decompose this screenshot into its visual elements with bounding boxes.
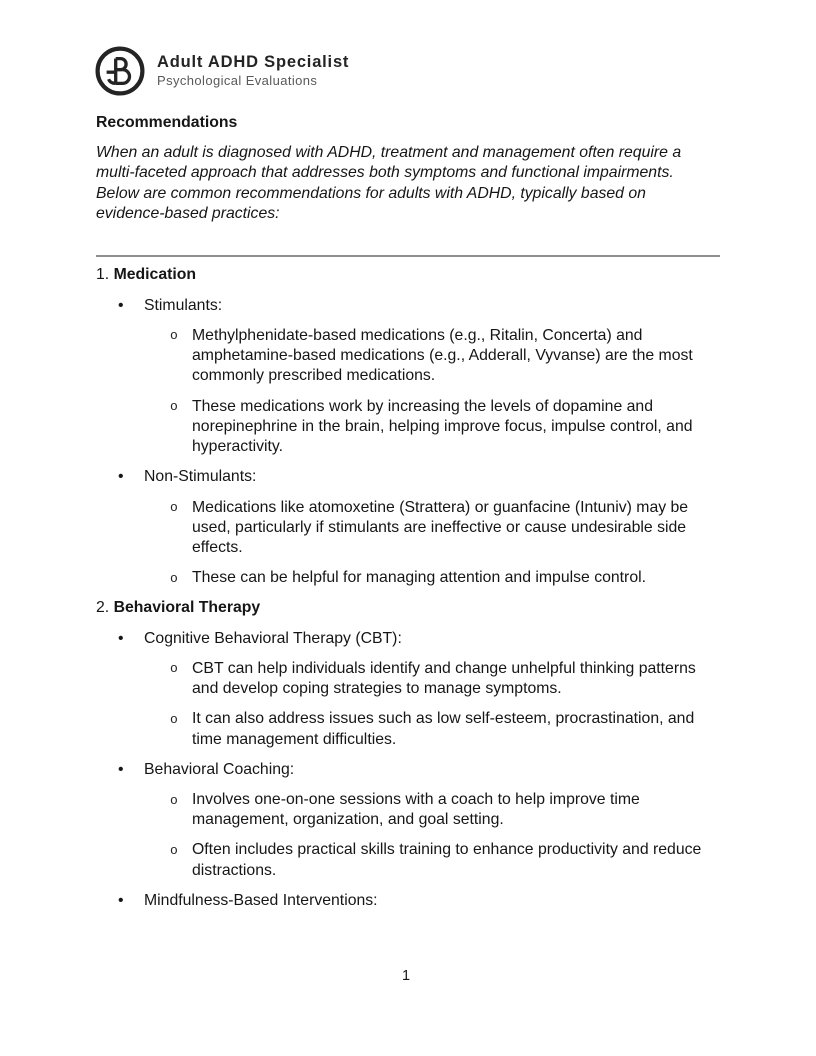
- bullet-dot-icon: •: [118, 629, 124, 647]
- list-item-level2: [96, 840, 716, 881]
- list-item-level1: [96, 296, 716, 316]
- list-item-level2: [96, 659, 716, 700]
- list-item-text: These can be helpful for managing attention and impulse control.: [192, 569, 647, 587]
- logo-text: [157, 54, 349, 88]
- bullet-circle-icon: o: [170, 792, 178, 808]
- list-item-level1: [96, 760, 716, 780]
- document-body: [96, 113, 716, 921]
- list-item-level2: [96, 498, 716, 559]
- list-item-text: These medications work by increasing the levels of dopamine and norepinephrine in the brain, helping improve focus, impulse control, and hyperactivity.: [192, 397, 693, 456]
- list-item-label: Behavioral Coaching:: [144, 760, 295, 778]
- section-2-heading: [96, 598, 716, 618]
- section-number: 2.: [96, 599, 110, 617]
- list-item-level2: [96, 568, 716, 588]
- list-item-text: Methylphenidate-based medications (e.g., Ritalin, Concerta) and amphetamine-based medications (e.g., Adderall, Vyvanse) are the most commonly prescribed medications.: [192, 326, 693, 385]
- list-item-label: Cognitive Behavioral Therapy (CBT):: [144, 629, 402, 647]
- section-number: 1.: [96, 266, 110, 284]
- recommendations-heading: Recommendations: [96, 114, 238, 131]
- section-divider: [96, 255, 720, 257]
- bullet-dot-icon: •: [118, 468, 124, 486]
- bullet-dot-icon: •: [118, 760, 124, 778]
- list-item-level1: [96, 629, 716, 649]
- list-item-level2: [96, 326, 716, 387]
- section-title: Behavioral Therapy: [113, 599, 261, 617]
- section-1-heading: [96, 265, 716, 285]
- logo-subtitle: Psychological Evaluations: [157, 73, 318, 88]
- list-item-text: Often includes practical skills training to enhance productivity and reduce distractions.: [192, 841, 702, 879]
- bullet-dot-icon: •: [118, 891, 124, 909]
- page-number: 1: [401, 968, 411, 984]
- intro-paragraph: When an adult is diagnosed with ADHD, treatment and management often require a multi-faceted approach that addresses both symptoms and functional impairments. Below are common recommendations for adults with ADHD, typically based on evidence-based practices:: [96, 144, 682, 223]
- list-item-label: Stimulants:: [144, 296, 223, 314]
- list-item-label: Non-Stimulants:: [144, 468, 257, 486]
- bullet-circle-icon: o: [170, 399, 178, 415]
- bullet-circle-icon: o: [170, 570, 178, 586]
- list-item-level1: [96, 891, 716, 911]
- list-item-text: CBT can help individuals identify and change unhelpful thinking patterns and develop coping strategies to manage symptoms.: [192, 659, 696, 698]
- circle-b-monogram-icon: [94, 45, 146, 97]
- list-item-text: Medications like atomoxetine (Strattera) or guanfacine (Intuniv) may be used, particularly if stimulants are ineffective or cause undesirable side effects.: [192, 498, 689, 557]
- bullet-circle-icon: o: [170, 842, 178, 858]
- bullet-circle-icon: o: [170, 711, 178, 727]
- list-item-text: Involves one-on-one sessions with a coach to help improve time management, organization, and goal setting.: [192, 791, 640, 829]
- bullet-circle-icon: o: [170, 661, 178, 677]
- list-item-text: It can also address issues such as low self-esteem, procrastination, and time management difficulties.: [192, 710, 695, 748]
- bullet-circle-icon: o: [170, 328, 178, 344]
- bullet-circle-icon: o: [170, 500, 178, 515]
- section-title: Medication: [113, 266, 197, 284]
- list-item-level2: [96, 709, 716, 750]
- logo-title: Adult ADHD Specialist: [157, 53, 350, 71]
- list-item-label: Mindfulness-Based Interventions:: [144, 891, 378, 909]
- bullet-dot-icon: •: [118, 296, 124, 314]
- list-item-level1: [96, 467, 716, 487]
- logo: [94, 45, 349, 97]
- list-item-level2: [96, 397, 716, 458]
- list-item-level2: [96, 790, 716, 831]
